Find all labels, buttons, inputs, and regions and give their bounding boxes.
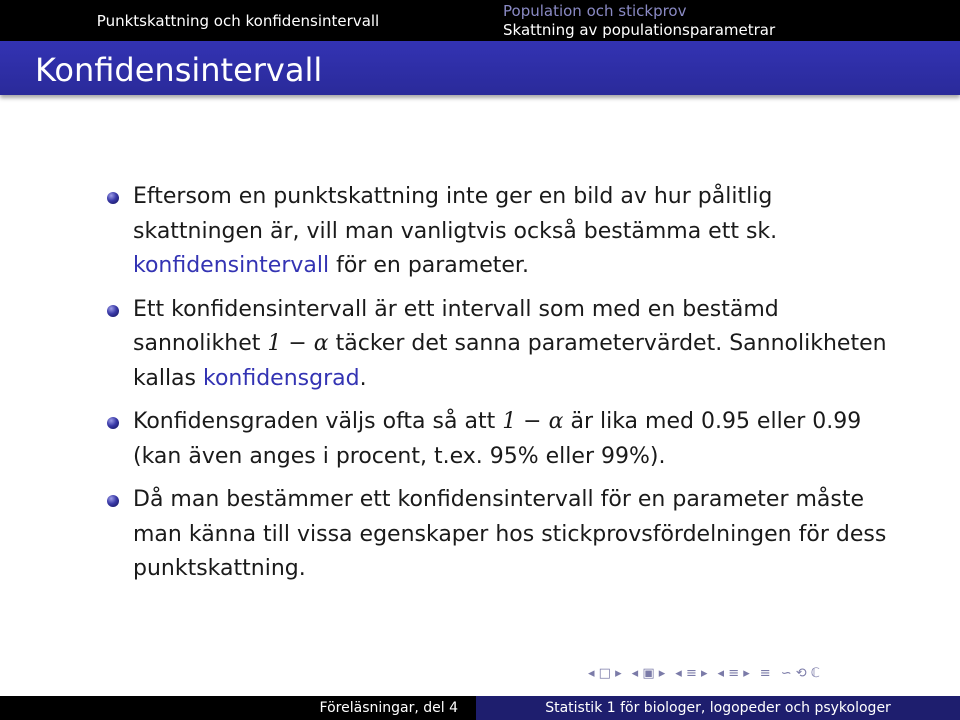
- subsection-prev-icon[interactable]: ◂: [631, 666, 639, 681]
- document-prev-icon[interactable]: ◂: [717, 666, 725, 681]
- frame-prev-icon[interactable]: ◂: [588, 666, 595, 681]
- bullet-icon: [107, 305, 119, 317]
- section-prev-icon[interactable]: ◂: [675, 666, 682, 681]
- bullet-2-text-mid: täcker det sanna parametervärdet. Sannolikheten kallas: [133, 331, 887, 391]
- section-nav: [675, 666, 707, 681]
- bullet-2-highlight: konfidensgrad: [203, 365, 360, 391]
- bullet-4-text: Då man bestämmer ett konfidensintervall för en parameter måste man känna till vissa egenskaper hos stickprovsfördelningen för dess punktskattning.: [133, 487, 887, 581]
- subsection-next-icon[interactable]: ▸: [658, 666, 666, 681]
- slide-title: Konfidensintervall: [35, 51, 323, 89]
- bullet-item: [107, 483, 887, 587]
- subsection-nav: [632, 666, 666, 681]
- subsection-icon[interactable]: ▣: [642, 666, 655, 681]
- document-nav: [718, 666, 750, 681]
- bullet-1-highlight: konfidensintervall: [133, 253, 330, 278]
- bullet-1-text-end: för en parameter.: [329, 253, 529, 278]
- document-icon[interactable]: ≡: [728, 666, 740, 681]
- frame-next-icon[interactable]: ▸: [615, 666, 622, 681]
- search-icon[interactable]: ∽ ⟲ ℂ: [780, 666, 820, 681]
- bullet-item: [107, 180, 887, 284]
- bullet-2-text: Ett konfidensintervall är ett intervall som med en bestämd sannolikhet: [133, 296, 779, 356]
- title-bar: [0, 41, 960, 95]
- bullet-icon: [107, 495, 119, 507]
- header-section-title[interactable]: Punktskattning och konfidensintervall: [96, 11, 380, 30]
- footer-bar: [0, 696, 960, 720]
- document-next-icon[interactable]: ▸: [743, 666, 750, 681]
- footer-left: Föreläsningar, del 4: [0, 696, 476, 720]
- header-bar: [0, 0, 960, 41]
- bullet-1-text: Eftersom en punktskattning inte ger en bild av hur pålitlig skattningen är, vill man vanligtvis också bestämma ett sk.: [133, 184, 778, 244]
- footer-right: Statistik 1 för biologer, logopeder och psykologer: [476, 696, 960, 720]
- bullet-icon: [107, 417, 119, 429]
- bullet-3-math: 1 − α: [502, 409, 564, 434]
- align-icon[interactable]: ≡: [759, 666, 771, 681]
- bullet-2-math: 1 − α: [267, 331, 329, 356]
- bullet-icon: [107, 192, 119, 204]
- bullet-3-text: Konfidensgraden väljs ofta så att: [133, 409, 503, 434]
- header-nav-current[interactable]: Skattning av populationsparametrar: [503, 20, 776, 39]
- bullet-2-text-end: .: [359, 365, 367, 391]
- bullet-item: [107, 293, 887, 397]
- beamer-navigation: [588, 666, 820, 681]
- section-next-icon[interactable]: ▸: [701, 666, 708, 681]
- frame-icon[interactable]: □: [598, 666, 611, 681]
- header-nav: [476, 0, 960, 41]
- section-icon[interactable]: ≡: [685, 666, 697, 681]
- bullet-item: [107, 405, 887, 474]
- frame-nav: [588, 666, 622, 681]
- slide-content: [107, 180, 887, 596]
- bullet-3-text-end: är lika med 0.95 eller 0.99 (kan även anges i procent, t.ex. 95% eller 99%).: [133, 409, 862, 469]
- header-nav-parent[interactable]: Population och stickprov: [503, 1, 687, 20]
